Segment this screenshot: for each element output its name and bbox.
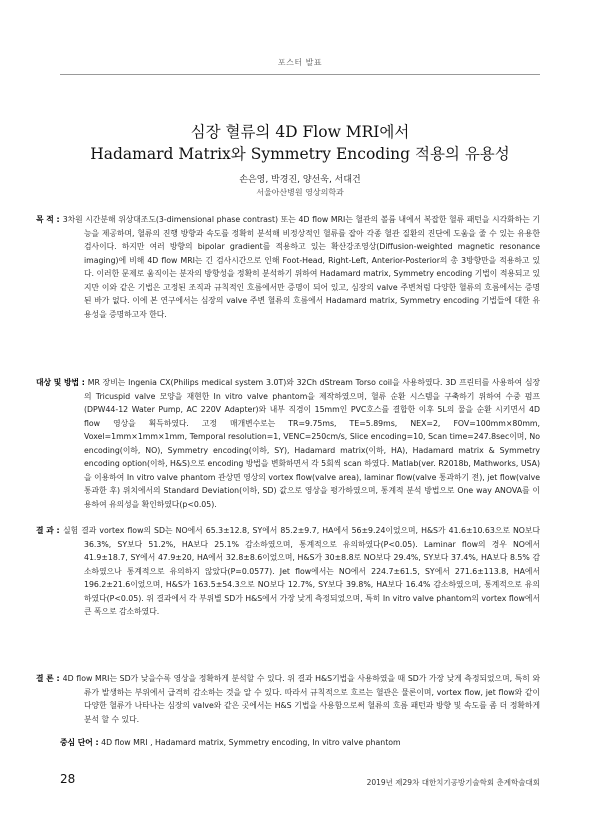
keywords-section xyxy=(60,736,540,750)
keywords-text: 4D flow MRI , Hadamard matrix, Symmetry encoding, In vitro valve phantom xyxy=(101,738,401,747)
conference-name: 2019년 제29차 대한치기공방기술학회 춘계학술대회 xyxy=(366,778,540,787)
conclusion-section: 결 론 : 4D flow MRI는 SD가 낮을수록 영상을 정확하게 분석할 수 있다. 위 결과 H&S기법을 사용하였을 때 SD가 가장 낮게 측정되었으며, 특히 와류가 발생하는 부위에서 급격히 감소하는 것을 알 수 있다. 따라서 규칙적으로 흐르는 혈관은 물론이며, vortex flow, jet flow와 같이 다양한 혈류가 나타나는 심장의 valve와 같은 곳에서는 H&S 기법을 사용함으로써 혈류의 흐름 패턴과 방향 및 속도를 좀 더 정확하게 분석 할 수 있다. xyxy=(36,674,541,724)
page-number: 28 xyxy=(60,772,76,786)
affiliation: 서울아산병원 영상의학과 xyxy=(256,188,344,197)
title-line-1: 심장 혈류의 4D Flow MRI에서 xyxy=(190,123,410,141)
keywords-label: 중심 단어 : xyxy=(60,738,99,747)
conclusion-text: 4D flow MRI는 SD가 낮을수록 영상을 정확하게 분석할 수 있다. 위 결과 H&S기법을 사용하였을 때 SD가 가장 낮게 측정되었으며, 특히 와류가 발생하는 부위에서 급격히 감소하는 것을 알 수 있다. 따라서 규칙적으로 흐르는 혈관은 물론이며, vortex flow, jet flow와 같이 다양한 혈류가 나타나는 심장의 valve와 같은 곳에서는 H&S 기법을 사용함으로써 혈류의 흐름 패턴과 방향 및 속도를 좀 더 정확하게 분석 할 수 있다. xyxy=(62,674,541,724)
section-header-label: 포스터 발표 xyxy=(277,58,323,67)
author-list: 손은영, 박경진, 양선욱, 서대건 xyxy=(239,175,361,185)
methods-label: 대상 및 방법 : xyxy=(36,378,85,387)
methods-section xyxy=(36,376,541,511)
header-divider xyxy=(60,74,540,75)
results-section: 결 과 : 실험 결과 vortex flow의 SD는 NO에서 65.3±12.8, SY에서 85.2±9.7, HA에서 56±9.24이었으며, H&S가 41.6±10.63으로 NO보다 36.3%, SY보다 51.2%, HA보다 25.1% 감소하였으며, 통계적으로 유의하였다(P<0.05). Laminar flow의 경우 NO에서 41.9±18.7, SY에서 47.9±20, HA에서 32.8±8.6이었으며, H&S가 30±8.8로 NO보다 29.4%, SY보다 37.4%, HA보다 8.5% 감소하였으나 통계적으로 유의하지 않았다(P=0.0577). Jet flow에서는 NO에서 224.7±61.5, SY에서 271.6±113.8, HA에서 196.2±21.6이었으며, H&S가 163.5±54.3으로 NO보다 12.7%, SY보다 39.8%, HA보다 16.4% 감소하였으며, 통계적으로 유의하였다(P<0.05). 위 결과에서 각 부위별 SD가 H&S에서 가장 낮게 측정되었으며, 특히 In vitro valve phantom의 vortex flow에서 큰 폭으로 감소하였다. xyxy=(36,526,540,616)
title-line-2: Hadamard Matrix와 Symmetry Encoding 적용의 유용성 xyxy=(90,145,510,163)
paper-title xyxy=(0,121,600,165)
purpose-section: 목 적 : 3차원 시간분해 위상대조도(3-dimensional phase contrast) 또는 4D flow MRI는 혈관의 볼륨 내에서 복잡한 혈류 패턴을 시각화하는 기능을 제공하며, 혈류의 진행 방향과 속도를 정확히 분석해 비정상적인 혈류를 잡아 각종 혈관 질환의 진단에 도움을 줄 수 있는 유용한 검사이다. 하지만 여러 방향의 bipolar gradient를 적용하고 있는 확산강조영상(Diffusion-weighted magnetic resonance imaging)에 비해 4D flow MRI는 긴 검사시간으로 인해 Foot-Head, Right-Left, Anterior-Posterior의 총 3방향만을 적용하고 있다. 이러한 문제로 움직이는 분자의 방향성을 정확히 분석하기 위하여 Hadamard matrix, Symmetry encoding 기법이 적용되고 있지만 이와 같은 기법은 고정된 조직과 규칙적인 흐름에서만 증명이 되어 있고, 심장의 valve 주변처럼 다양한 혈류의 흐름에서는 증명 된 바가 없다. 이에 본 연구에서는 심장의 valve 주변 혈류의 흐름에서 Hadamard matrix, Symmetry encoding 기법들에 대한 유용성을 증명하고자 한다. xyxy=(36,215,540,319)
methods-text: MR 장비는 Ingenia CX(Philips medical system 3.0T)와 32Ch dStream Torso coil을 사용하였다. 3D 프린터를 사용하여 심장의 Tricuspid valve 모양을 재현한 In vitro valve phantom을 제작하였으며, 혈류 순환 시스템을 구축하기 위하여 수중 펌프(DPW44-12 Water Pump, AC 220V Adapter)와 내부 직경이 15mm인 PVC호스를 결합한 이후 5L의 물을 순환 시키면서 4D flow 영상을 획득하였다. 고정 매개변수로는 TR=9.75ms, TE=5.89ms, NEX=2, FOV=100mm×80mm, Voxel=1mm×1mm×1mm, Temporal resolution=1, VENC=250cm/s, Slice encoding=10, Scan time=247.8sec이며, No encoding(이하, NO), Symmetry encoding(이하, SY), Hadamard matrix(이하, HA), Hadamard matrix & Symmetry encoding option(이하, H&S)으로 encoding 방법을 변화하면서 각 5회씩 scan 하였다. Matlab(ver. R2018b, Mathworks, USA)을 이용하여 In vitro valve phantom 관상면 영상의 vortex flow(valve area), laminar flow(valve 통과하기 전), jet flow(valve 통과한 후) 위치에서의 Standard Deviation(이하, SD) 값으로 영상을 평가하였으며, 통계적 분석 방법으로 One way ANOVA를 이용하여 유의성을 확인하였다(p<0.05). xyxy=(84,378,541,509)
results-text: 실험 결과 vortex flow의 SD는 NO에서 65.3±12.8, SY에서 85.2±9.7, HA에서 56±9.24이었으며, H&S가 41.6±10.63으로 NO보다 36.3%, SY보다 51.2%, HA보다 25.1% 감소하였으며, 통계적으로 유의하였다(P<0.05). Laminar flow의 경우 NO에서 41.9±18.7, SY에서 47.9±20, HA에서 32.8±8.6이었으며, H&S가 30±8.8로 NO보다 29.4%, SY보다 37.4%, HA보다 8.5% 감소하였으나 통계적으로 유의하지 않았다(P=0.0577). Jet flow에서는 NO에서 224.7±61.5, SY에서 271.6±113.8, HA에서 196.2±21.6이었으며, H&S가 163.5±54.3으로 NO보다 12.7%, SY보다 39.8%, HA보다 16.4% 감소하였으며, 통계적으로 유의하였다(P<0.05). 위 결과에서 각 부위별 SD가 H&S에서 가장 낮게 측정되었으며, 특히 In vitro valve phantom의 vortex flow에서 큰 폭으로 감소하였다. xyxy=(63,526,540,616)
purpose-text: 3차원 시간분해 위상대조도(3-dimensional phase contrast) 또는 4D flow MRI는 혈관의 볼륨 내에서 복잡한 혈류 패턴을 시각화하는 기능을 제공하며, 혈류의 진행 방향과 속도를 정확히 분석해 비정상적인 혈류를 잡아 각종 혈관 질환의 진단에 도움을 줄 수 있는 유용한 검사이다. 하지만 여러 방향의 bipolar gradient를 적용하고 있는 확산강조영상(Diffusion-weighted magnetic resonance imaging)에 비해 4D flow MRI는 긴 검사시간으로 인해 Foot-Head, Right-Left, Anterior-Posterior의 총 3방향만을 적용하고 있다. 이러한 문제로 움직이는 분자의 방향성을 정확히 분석하기 위하여 Hadamard matrix, Symmetry encoding 기법이 적용되고 있지만 이와 같은 기법은 고정된 조직과 규칙적인 흐름에서만 증명이 되어 있고, 심장의 valve 주변처럼 다양한 혈류의 흐름에서는 증명 된 바가 없다. 이에 본 연구에서는 심장의 valve 주변 혈류의 흐름에서 Hadamard matrix, Symmetry encoding 기법들에 대한 유용성을 증명하고자 한다. xyxy=(62,215,540,319)
